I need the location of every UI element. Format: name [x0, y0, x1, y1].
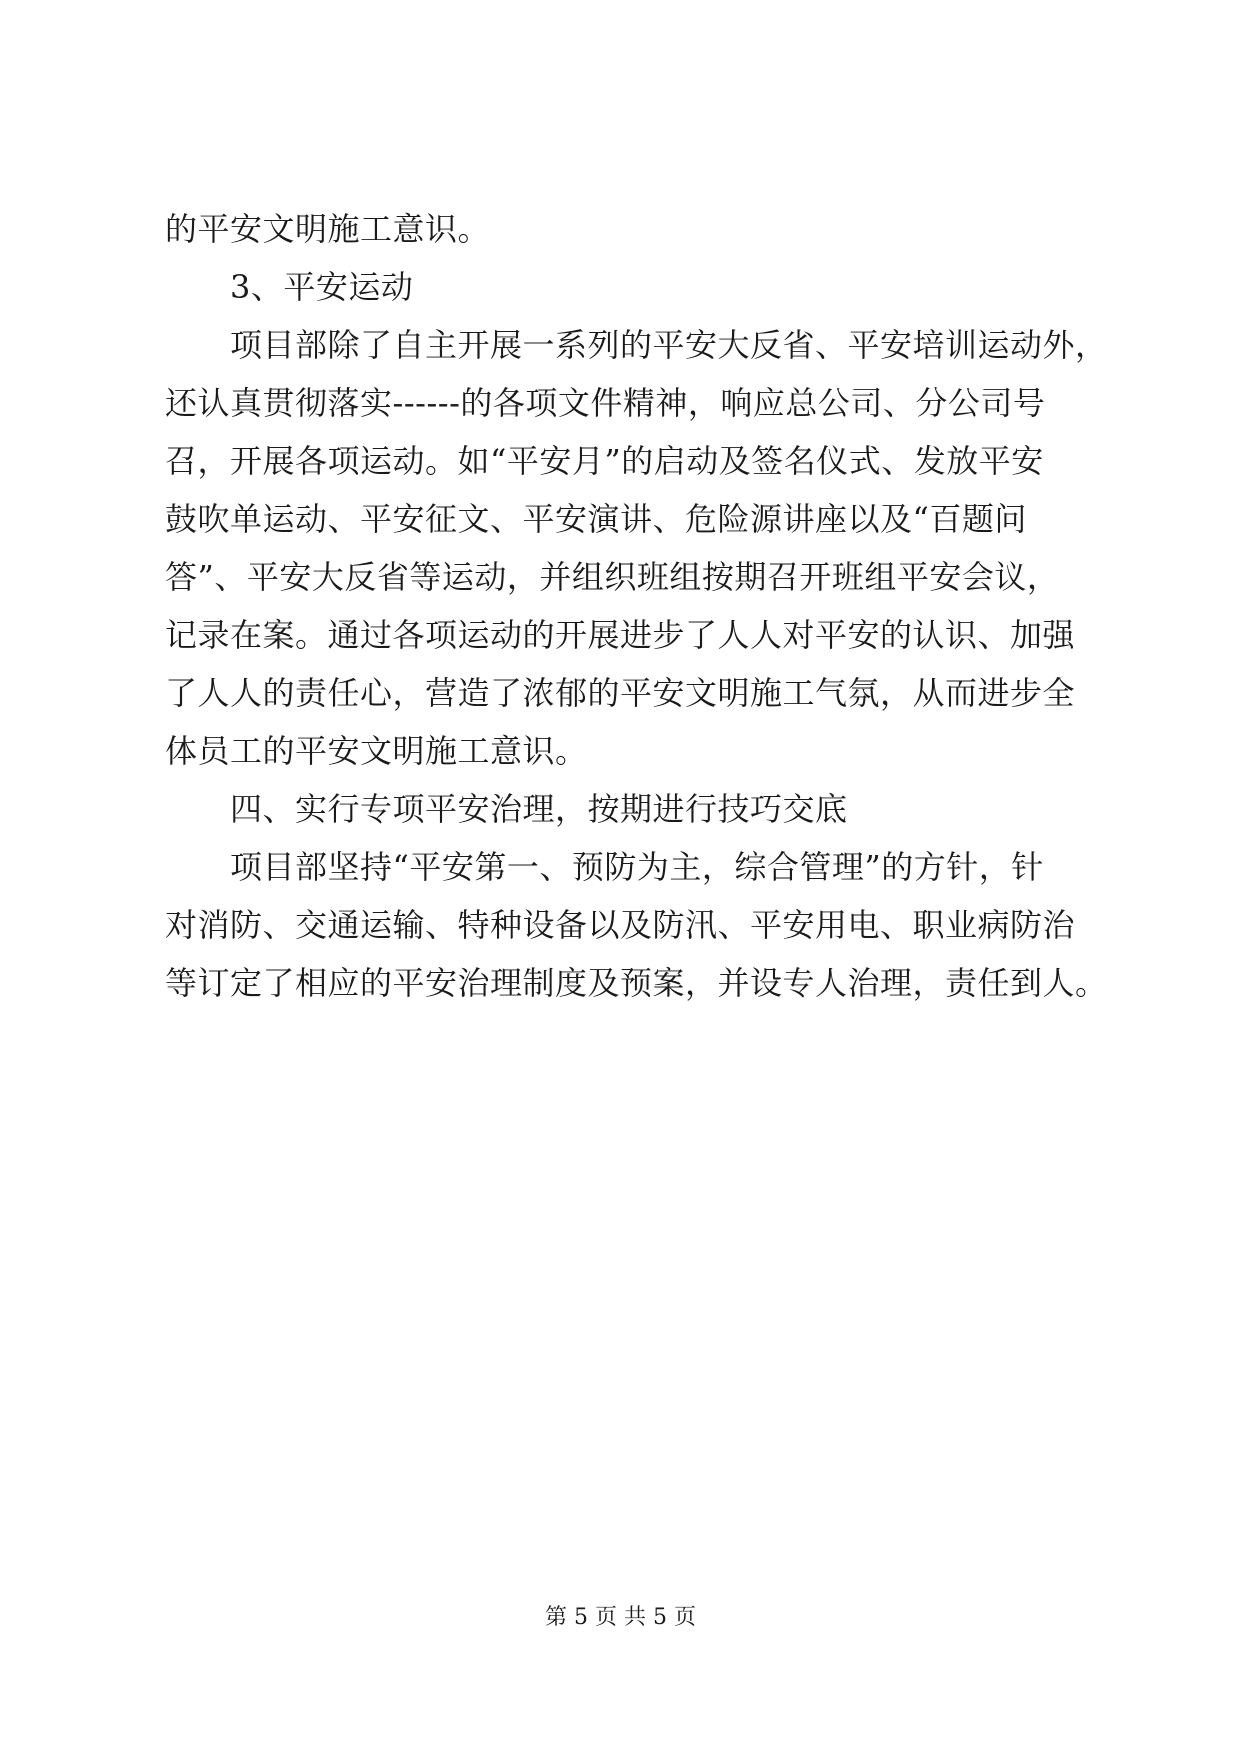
body-line: 召，开展各项运动。如“平安月”的启动及签名仪式、发放平安: [165, 442, 1044, 480]
body-line: 项目部除了自主开展一系列的平安大反省、平安培训运动外，: [230, 326, 1108, 364]
body-line: 鼓吹单运动、平安征文、平安演讲、危险源讲座以及“百题问: [165, 500, 1027, 538]
body-line: 的平安文明施工意识。: [165, 210, 491, 248]
body-line: 对消防、交通运输、特种设备以及防汛、平安用电、职业病防治: [165, 906, 1076, 944]
body-line: 答”、平安大反省等运动，并组织班组按期召开班组平安会议，: [165, 558, 1060, 596]
body-line: 项目部坚持“平安第一、预防为主，综合管理”的方针，针: [230, 848, 1044, 886]
section-heading: 四、实行专项平安治理，按期进行技巧交底: [230, 790, 848, 828]
body-line: 记录在案。通过各项运动的开展进步了人人对平安的认识、加强: [165, 616, 1076, 654]
page-number-footer: 第 5 页 共 5 页: [545, 1605, 696, 1630]
body-line: 体员工的平安文明施工意识。: [165, 732, 588, 770]
body-line: 等订定了相应的平安治理制度及预案，并设专人治理，责任到人。: [165, 964, 1108, 1002]
section-heading: 3、平安运动: [230, 268, 414, 306]
body-line: 了人人的责任心，营造了浓郁的平安文明施工气氛，从而进步全: [165, 674, 1076, 712]
body-line: 还认真贯彻落实------的各项文件精神，响应总公司、分公司号: [165, 384, 1046, 422]
